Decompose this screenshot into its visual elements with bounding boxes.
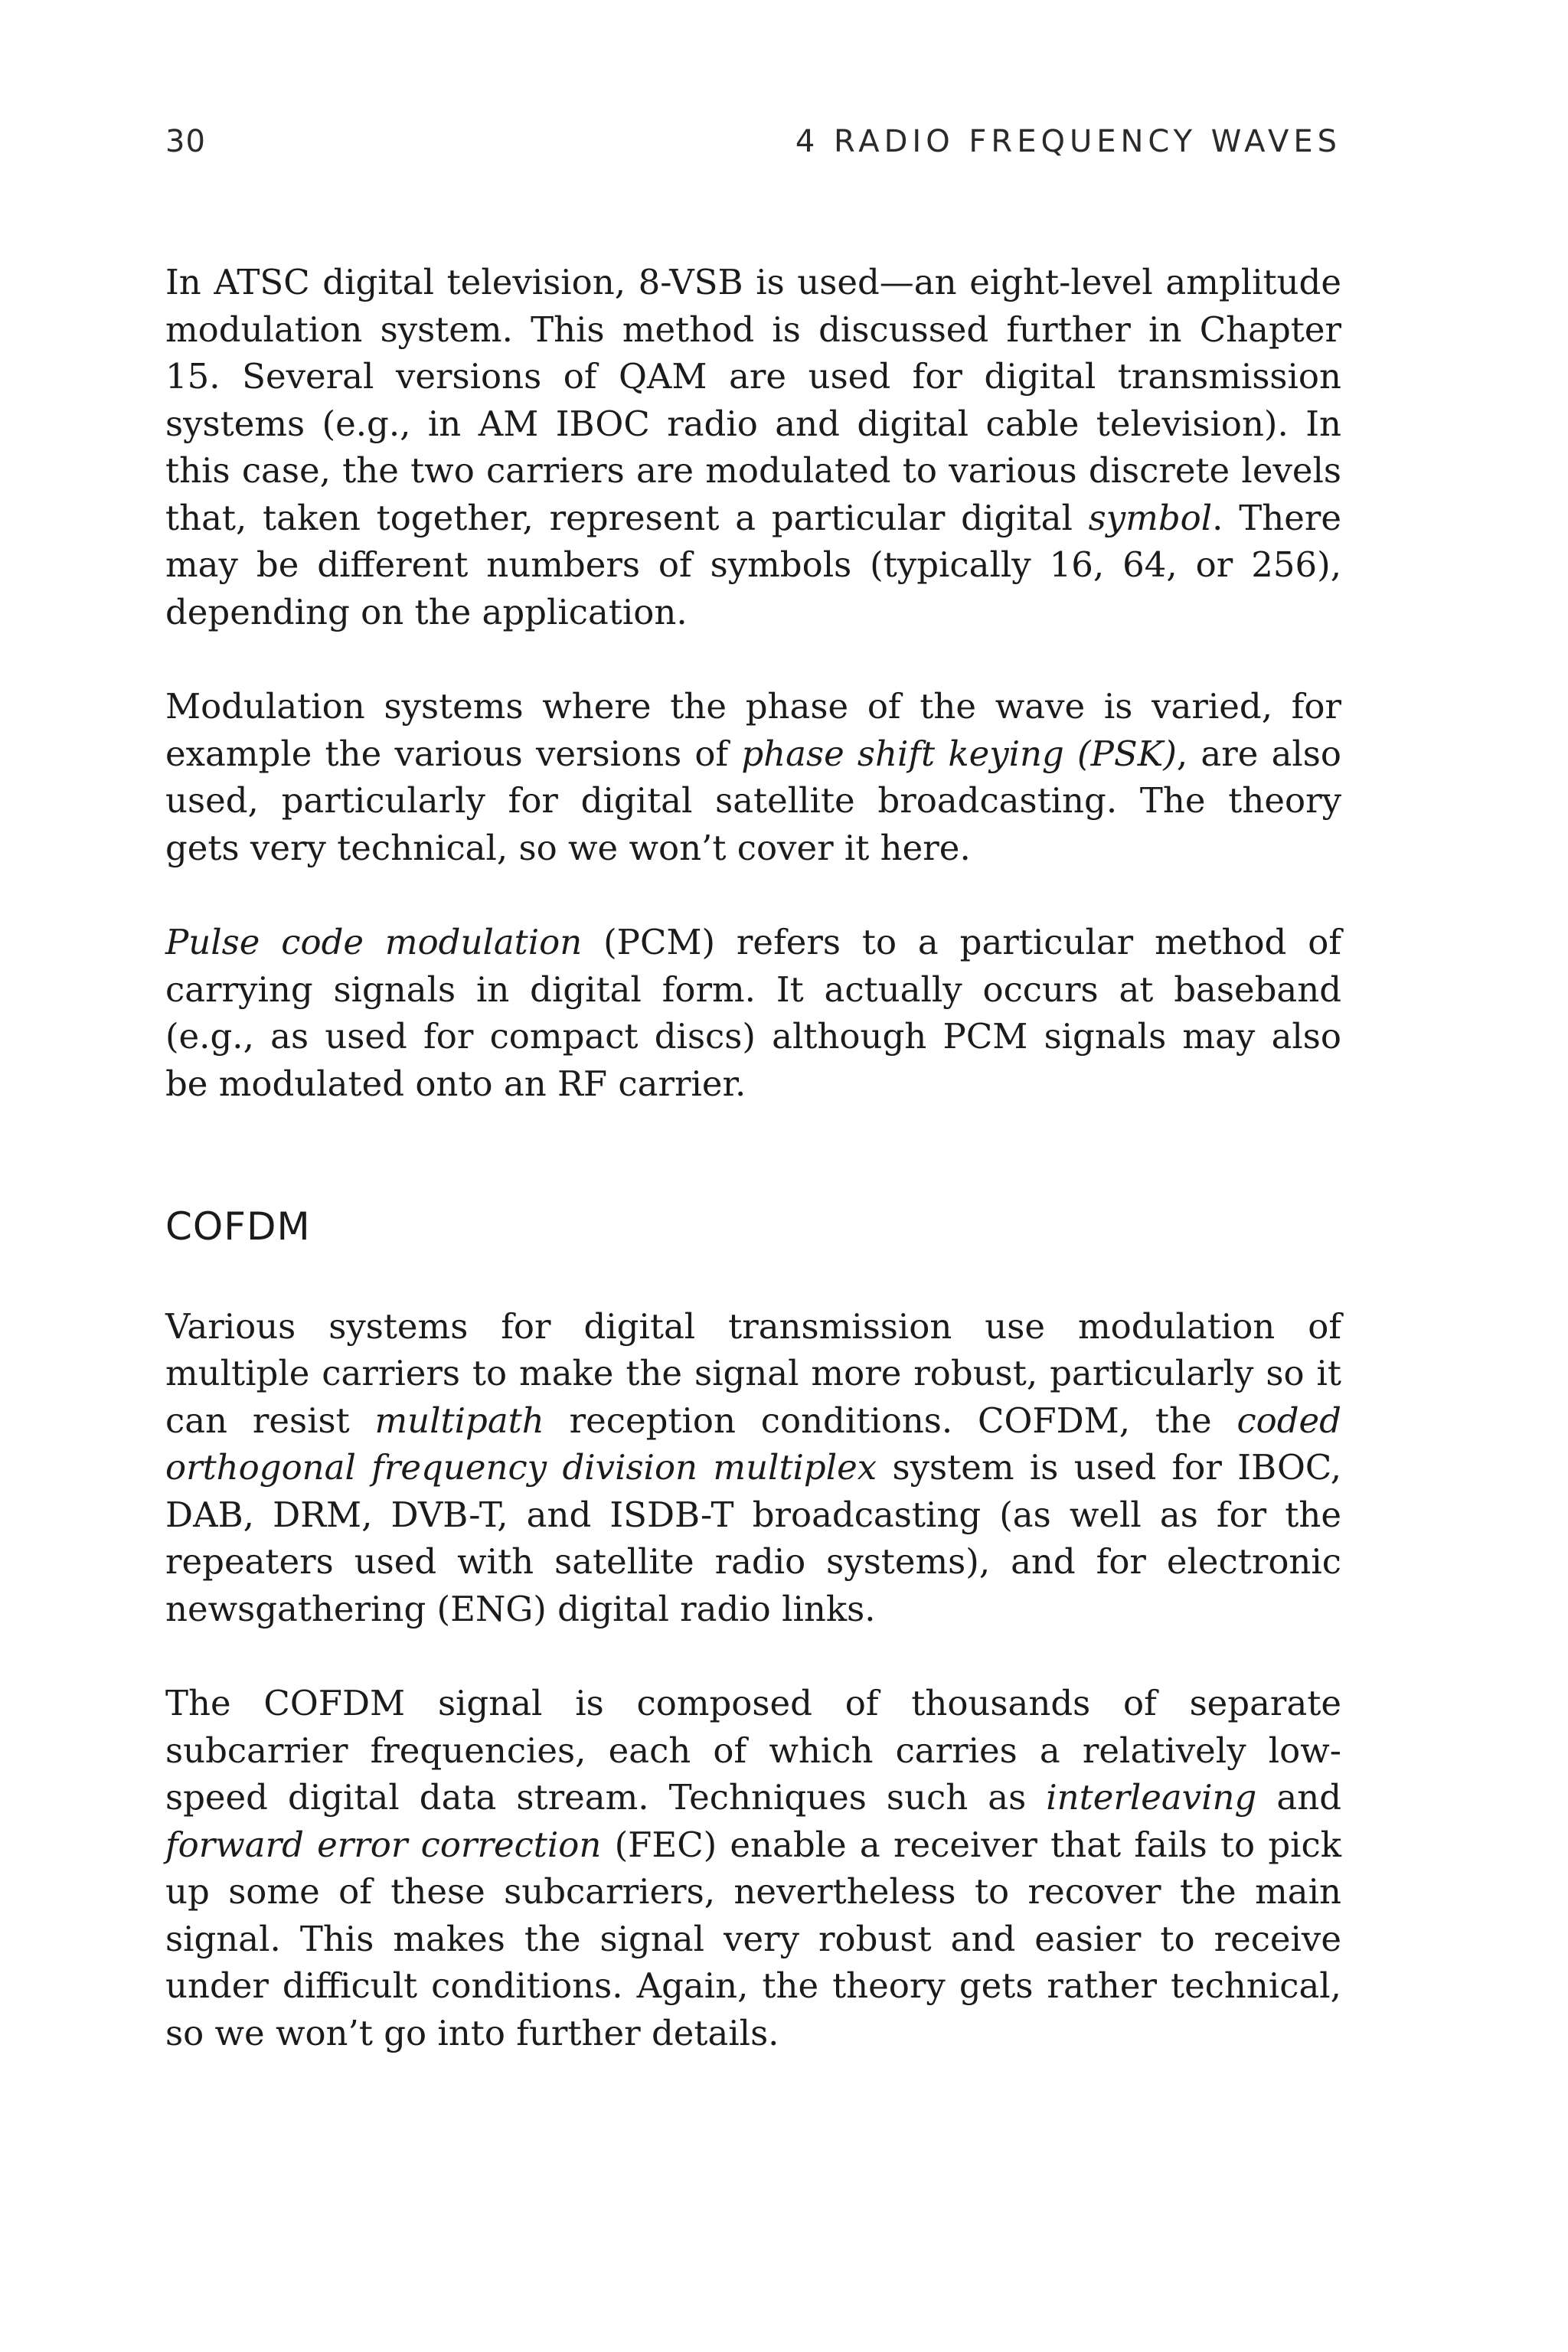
page-number: 30 [165, 124, 206, 159]
text-run: Modulation systems where the phase of the wave is varied, for example the various versions of [165, 686, 1341, 774]
text-run: In ATSC digital television, 8-VSB is used—an eight-level amplitude modulation system. This method is discussed further in Chapter 15. Several versions of QAM are used for digital transmission systems (e.g., in AM IBOC radio and digital cable television). In this case, the two carriers are modulated to various discrete levels that, taken together, represent a particular digital [165, 262, 1341, 538]
italic-term: multipath [374, 1400, 544, 1441]
text-run: Various systems for digital transmission use modulation of multiple carriers to make the signal more robust, particularly so it can resist [165, 1305, 1341, 1441]
text-run: system is used for IBOC, DAB, DRM, DVB-T, and ISDB-T broadcasting (as well as for the repeaters used with satellite radio systems), and for electronic newsgathering (ENG) digital radio links. [165, 1447, 1341, 1629]
italic-term: phase shift keying (PSK) [741, 733, 1177, 774]
paragraph-cofdm-signal [165, 1680, 1341, 2056]
text-run: . There may be different numbers of symbols (typically 16, 64, or 256), depending on the application. [165, 497, 1341, 632]
text-run: The COFDM signal is composed of thousands of separate subcarrier frequencies, each of which carries a relatively low-speed digital data stream. Techniques such as [165, 1683, 1341, 1818]
paragraph-pcm [165, 919, 1341, 1107]
paragraph-psk [165, 683, 1341, 871]
italic-term: symbol [1088, 497, 1213, 538]
section-heading-cofdm: COFDM [165, 1204, 311, 1249]
body-text [165, 259, 1341, 2056]
running-header [165, 124, 1341, 170]
text-run: and [1256, 1777, 1342, 1818]
text-run: , are also used, particularly for digital satellite broadcasting. The theory gets very technical, so we won’t cover it here. [165, 733, 1341, 868]
paragraph-cofdm-intro [165, 1303, 1341, 1633]
text-run: reception conditions. COFDM, the [544, 1400, 1237, 1441]
italic-term: coded orthogonal frequency division multiplex [165, 1400, 1341, 1488]
text-run: (PCM) refers to a particular method of carrying signals in digital form. It actually occurs at baseband (e.g., as used for compact discs) although PCM signals may also be modulated onto an RF carrier. [165, 922, 1341, 1104]
italic-term: Pulse code modulation [165, 922, 583, 962]
text-run: (FEC) enable a receiver that fails to pick up some of these subcarriers, nevertheless to recover the main signal. This makes the signal very robust and easier to receive under difficult conditions. Again, the theory gets rather technical, so we won’t go into further details. [165, 1824, 1341, 2053]
italic-term: forward error correction [165, 1824, 602, 1865]
paragraph-atsc [165, 259, 1341, 635]
running-title: 4 RADIO FREQUENCY WAVES [795, 124, 1341, 159]
italic-term: interleaving [1046, 1777, 1257, 1818]
